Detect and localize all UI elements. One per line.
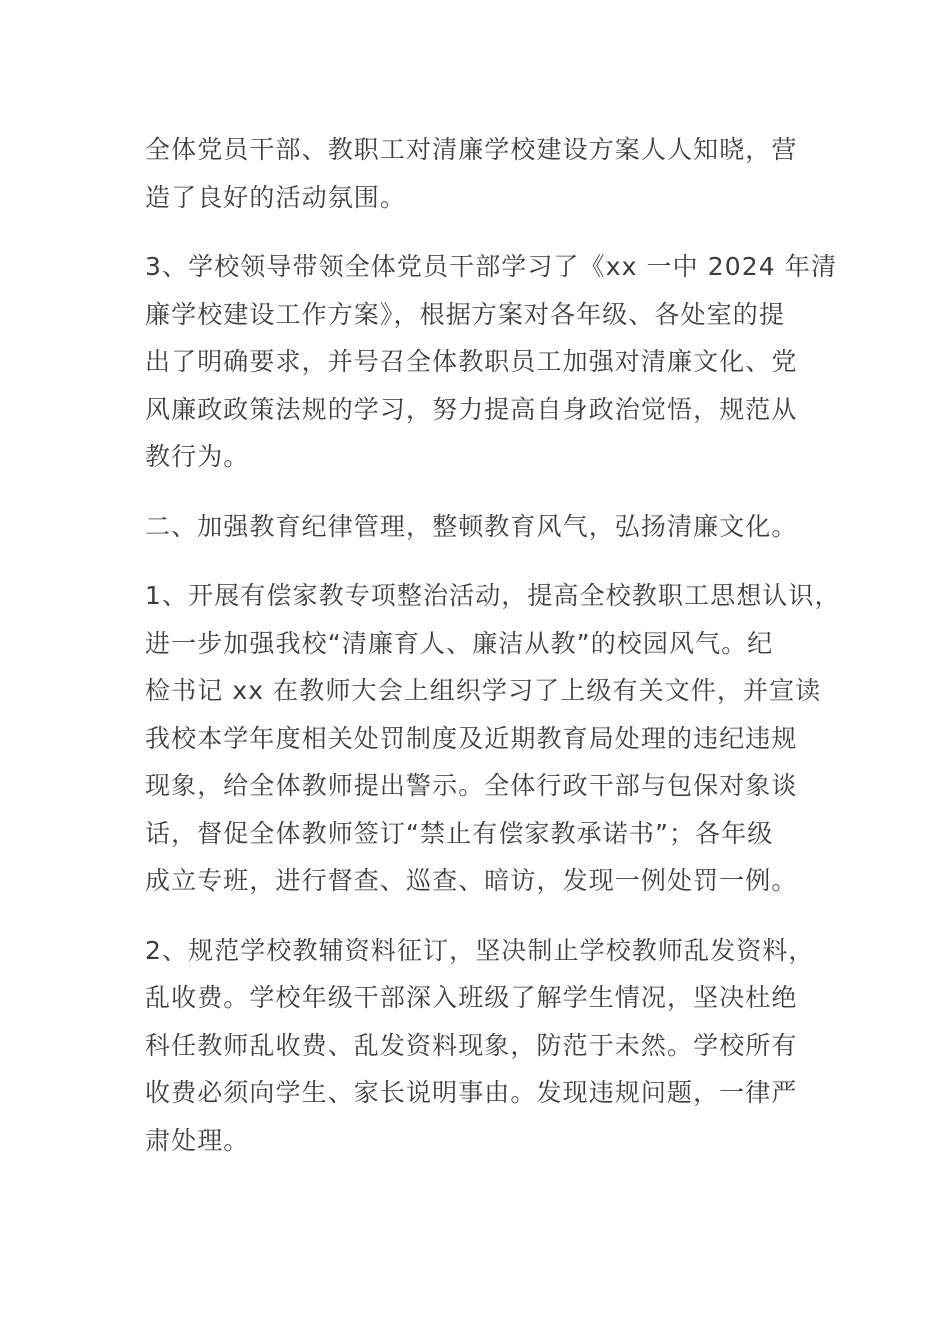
text-line: 话，督促全体教师签订“禁止有偿家教承诺书”；各年级 bbox=[145, 818, 774, 848]
text-line: 廉学校建设工作方案》，根据方案对各年级、各处室的提 bbox=[145, 299, 786, 329]
text-line: 肃处理。 bbox=[145, 1125, 250, 1155]
text-line: 风廉政政策法规的学习，努力提高自身政治觉悟，规范从 bbox=[145, 394, 798, 424]
text-line: 收费必须向学生、家长说明事由。发现违规问题，一律严 bbox=[145, 1078, 798, 1107]
text-line: 科任教师乱收费、乱发资料现象，防范于未然。学校所有 bbox=[145, 1030, 798, 1060]
text-line: 进一步加强我校“清廉育人、廉洁从教”的校园风气。纪 bbox=[145, 628, 774, 658]
text-line: 乱收费。学校年级干部深入班级了解学生情况，坚决杜绝 bbox=[145, 983, 798, 1012]
paragraph-4 bbox=[145, 927, 815, 1165]
text-line: 1、开展有偿家教专项整治活动，提高全校教职工思想认识， bbox=[145, 581, 841, 610]
text-line: 造了良好的活动氛围。 bbox=[145, 182, 407, 212]
text-line: 检书记 xx 在教师大会上组织学习了上级有关文件，并宣读 bbox=[145, 676, 822, 705]
text-line: 3、学校领导带领全体党员干部学习了《xx 一中 2024 年清 bbox=[145, 252, 838, 281]
text-line: 全体党员干部、教职工对清廉学校建设方案人人知晓，营 bbox=[145, 135, 798, 164]
section-heading bbox=[145, 503, 805, 551]
text-line: 出了明确要求，并号召全体教职员工加强对清廉文化、党 bbox=[145, 347, 798, 376]
text-line: 我校本学年度相关处罚制度及近期教育局处理的违纪违规 bbox=[145, 723, 798, 753]
paragraph-1 bbox=[145, 126, 805, 221]
text-line: 成立专班，进行督查、巡查、暗访，发现一例处罚一例。 bbox=[145, 866, 798, 895]
text-line: 教行为。 bbox=[145, 442, 250, 471]
paragraph-2 bbox=[145, 243, 838, 481]
paragraph-3 bbox=[145, 572, 841, 905]
text-line: 现象，给全体教师提出警示。全体行政干部与包保对象谈 bbox=[145, 771, 798, 800]
heading-line: 二、加强教育纪律管理，整顿教育风气，弘扬清廉文化。 bbox=[145, 511, 798, 541]
text-line: 2、规范学校教辅资料征订，坚决制止学校教师乱发资料， bbox=[145, 935, 815, 965]
document-body bbox=[145, 126, 841, 1186]
